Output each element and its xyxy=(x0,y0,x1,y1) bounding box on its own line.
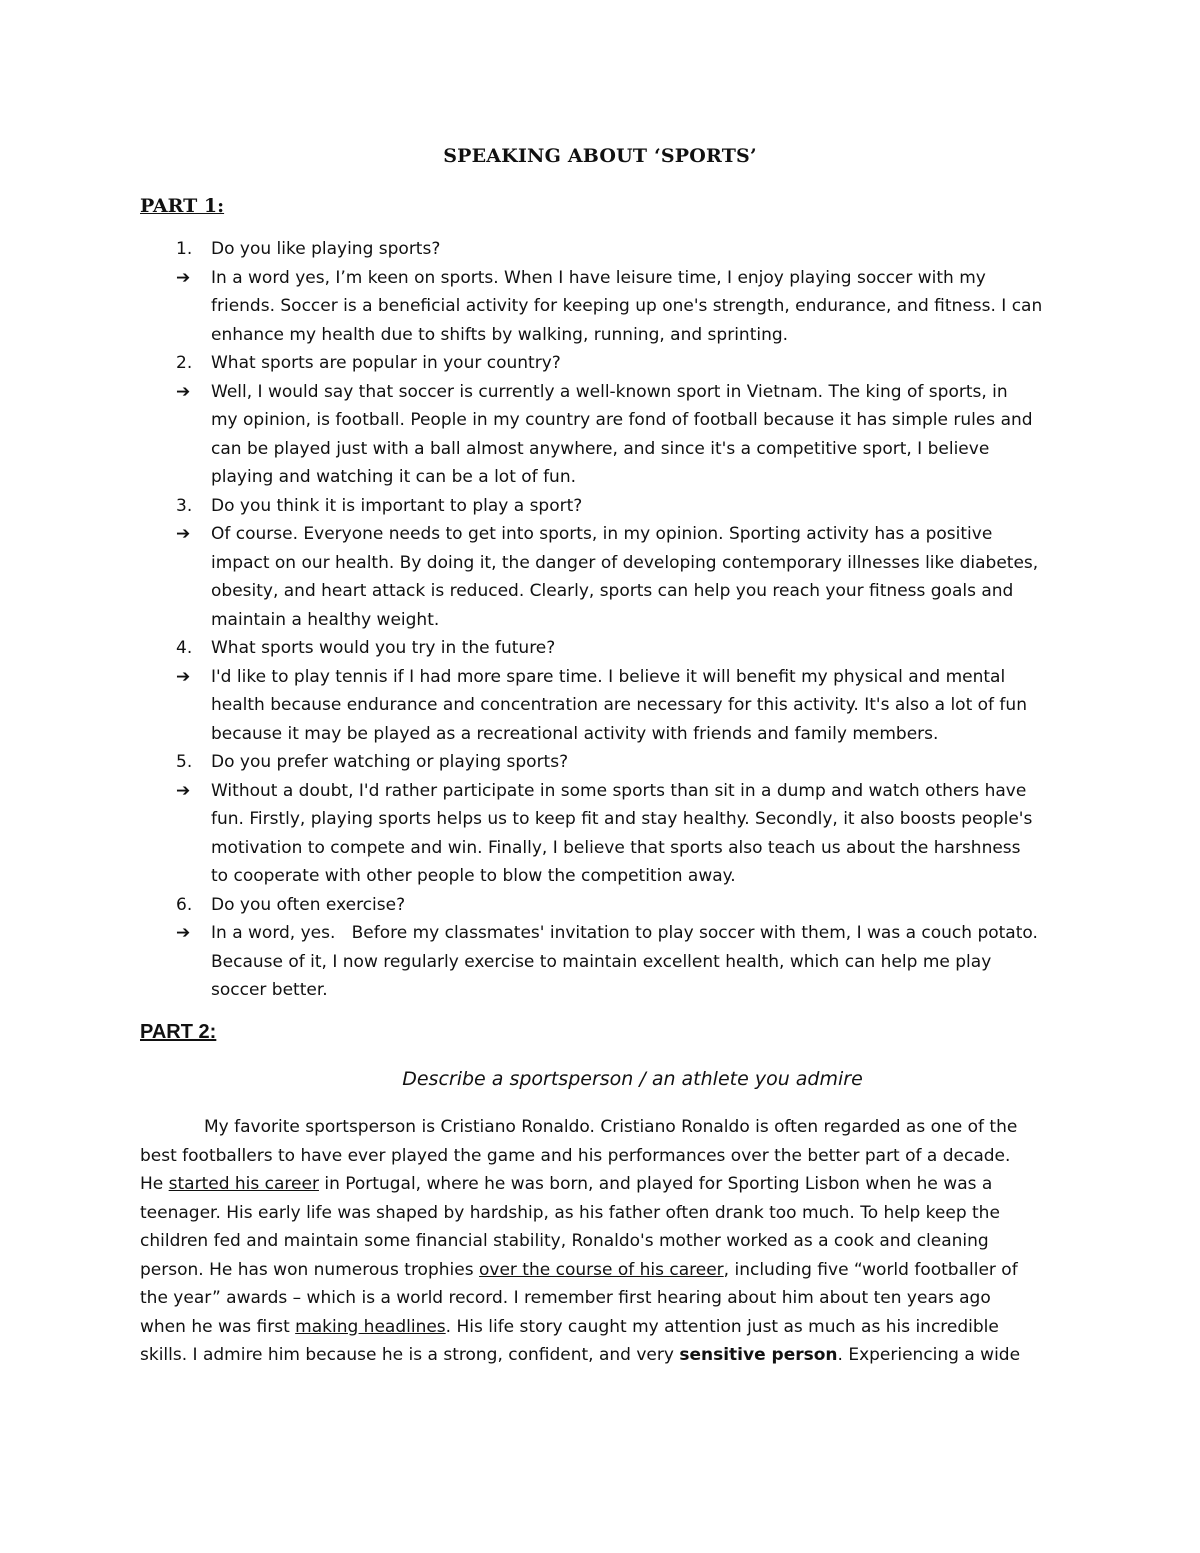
question-item-3 xyxy=(140,492,1070,521)
arrow-right-icon: ➔ xyxy=(176,923,191,943)
answer-line: obesity, and heart attack is reduced. Clearly, sports can help you reach your fitness goals and xyxy=(211,581,1014,601)
document-title: SPEAKING ABOUT ‘SPORTS’ xyxy=(443,145,757,167)
paragraph-text: skills. I admire him because he is a strong, confident, and very xyxy=(140,1345,680,1365)
question-item-5 xyxy=(140,748,1070,777)
answer-line: soccer better. xyxy=(211,980,328,1000)
answer-line: fun. Firstly, playing sports helps us to keep fit and stay healthy. Secondly, it also boosts people's xyxy=(211,809,1033,829)
arrow-right-icon: ➔ xyxy=(176,666,191,687)
paragraph-line: best footballers to have ever played the game and his performances over the better part of a decade. xyxy=(140,1145,1011,1166)
underlined-phrase: making headlines xyxy=(295,1316,446,1337)
arrow-right-icon: ➔ xyxy=(176,381,191,402)
question-number: 1. xyxy=(176,239,193,259)
question-text: What sports are popular in your country? xyxy=(211,353,561,373)
underlined-phrase: started his career xyxy=(168,1174,319,1194)
part2-heading: PART 2: xyxy=(140,1021,217,1043)
question-number: 5. xyxy=(176,752,193,772)
question-text: Do you often exercise? xyxy=(211,894,406,915)
answer-line: enhance my health due to shifts by walking, running, and sprinting. xyxy=(211,324,789,345)
paragraph-line: children fed and maintain some financial stability, Ronaldo's mother worked as a cook and cleaning xyxy=(140,1231,989,1251)
paragraph-text: . Experiencing a wide xyxy=(837,1345,1021,1365)
answer-line: my opinion, is football. People in my country are fond of football because it has simple rules and xyxy=(211,410,1033,430)
paragraph-line: My favorite sportsperson is Cristiano Ronaldo. Cristiano Ronaldo is often regarded as one of the xyxy=(204,1117,1018,1137)
paragraph-text: He xyxy=(140,1174,169,1194)
paragraph-line xyxy=(140,1256,1080,1285)
question-item-6 xyxy=(140,891,1070,920)
answer-line: impact on our health. By doing it, the danger of developing contemporary illnesses like diabetes, xyxy=(211,552,1039,573)
part1-qa-list xyxy=(140,235,1070,1005)
question-item-2 xyxy=(140,349,1070,378)
answer-line: because it may be played as a recreational activity with friends and family members. xyxy=(211,723,939,744)
answer-item-6 xyxy=(140,919,1070,1005)
question-item-1 xyxy=(140,235,1070,264)
answer-line: playing and watching it can be a lot of fun. xyxy=(211,467,577,487)
paragraph-line: teenager. His early life was shaped by hardship, as his father often drank too much. To help keep the xyxy=(140,1202,1000,1223)
bold-phrase: sensitive person xyxy=(679,1345,838,1365)
paragraph-text: when he was first xyxy=(140,1316,296,1337)
answer-line: maintain a healthy weight. xyxy=(211,609,440,630)
question-number: 2. xyxy=(176,353,193,373)
arrow-right-icon: ➔ xyxy=(176,267,191,288)
answer-item-4 xyxy=(140,663,1070,749)
paragraph-text: . His life story caught my attention just as much as his incredible xyxy=(445,1316,999,1337)
question-number: 3. xyxy=(176,495,193,516)
question-text: What sports would you try in the future? xyxy=(211,638,556,658)
underlined-phrase: over the course of his career xyxy=(478,1259,724,1280)
answer-line: motivation to compete and win. Finally, I believe that sports also teach us about the harshness xyxy=(211,837,1021,858)
answer-line: Of course. Everyone needs to get into sports, in my opinion. Sporting activity has a positive xyxy=(211,524,993,544)
paragraph-text: in Portugal, where he was born, and played for Sporting Lisbon when he was a xyxy=(318,1174,993,1194)
answer-line: health because endurance and concentration are necessary for this activity. It's also a lot of fun xyxy=(211,695,1027,715)
answer-item-1 xyxy=(140,264,1070,350)
answer-line: Well, I would say that soccer is currently a well-known sport in Vietnam. The king of sports, in xyxy=(211,381,1008,402)
answer-line: Because of it, I now regularly exercise to maintain excellent health, which can help me play xyxy=(211,951,992,972)
answer-line: to cooperate with other people to blow the competition away. xyxy=(211,866,736,886)
question-item-4 xyxy=(140,634,1070,663)
answer-line: In a word yes, I’m keen on sports. When I have leisure time, I enjoy playing soccer with my xyxy=(211,267,986,288)
question-text: Do you think it is important to play a sport? xyxy=(211,495,583,516)
paragraph-line: the year” awards – which is a world record. I remember first hearing about him about ten years ago xyxy=(140,1288,991,1308)
question-text: Do you like playing sports? xyxy=(211,239,441,259)
arrow-right-icon: ➔ xyxy=(176,780,191,801)
paragraph-text: , including five “world footballer of xyxy=(723,1259,1018,1280)
answer-item-5 xyxy=(140,777,1070,891)
question-text: Do you prefer watching or playing sports? xyxy=(211,752,569,772)
question-number: 4. xyxy=(176,638,193,658)
arrow-right-icon: ➔ xyxy=(176,524,191,544)
part2-subtitle: Describe a sportsperson / an athlete you admire xyxy=(402,1068,863,1090)
part2-paragraph xyxy=(140,1113,1080,1370)
paragraph-line xyxy=(140,1341,1080,1370)
answer-item-2 xyxy=(140,378,1070,492)
answer-line: Without a doubt, I'd rather participate in some sports than sit in a dump and watch others have xyxy=(211,780,1027,801)
paragraph-line xyxy=(140,1170,1080,1199)
answer-line: In a word, yes. Before my classmates' invitation to play soccer with them, I was a couch potato. xyxy=(211,923,1038,943)
answer-line: can be played just with a ball almost anywhere, and since it's a competitive sport, I believe xyxy=(211,438,990,459)
paragraph-text: person. He has won numerous trophies xyxy=(140,1259,479,1280)
part1-heading: PART 1: xyxy=(140,195,225,217)
answer-line: I'd like to play tennis if I had more spare time. I believe it will benefit my physical and mental xyxy=(211,666,1006,687)
paragraph-line xyxy=(140,1313,1080,1342)
answer-item-3 xyxy=(140,520,1070,634)
answer-line: friends. Soccer is a beneficial activity for keeping up one's strength, endurance, and fitness. I can xyxy=(211,296,1043,316)
question-number: 6. xyxy=(176,894,193,915)
